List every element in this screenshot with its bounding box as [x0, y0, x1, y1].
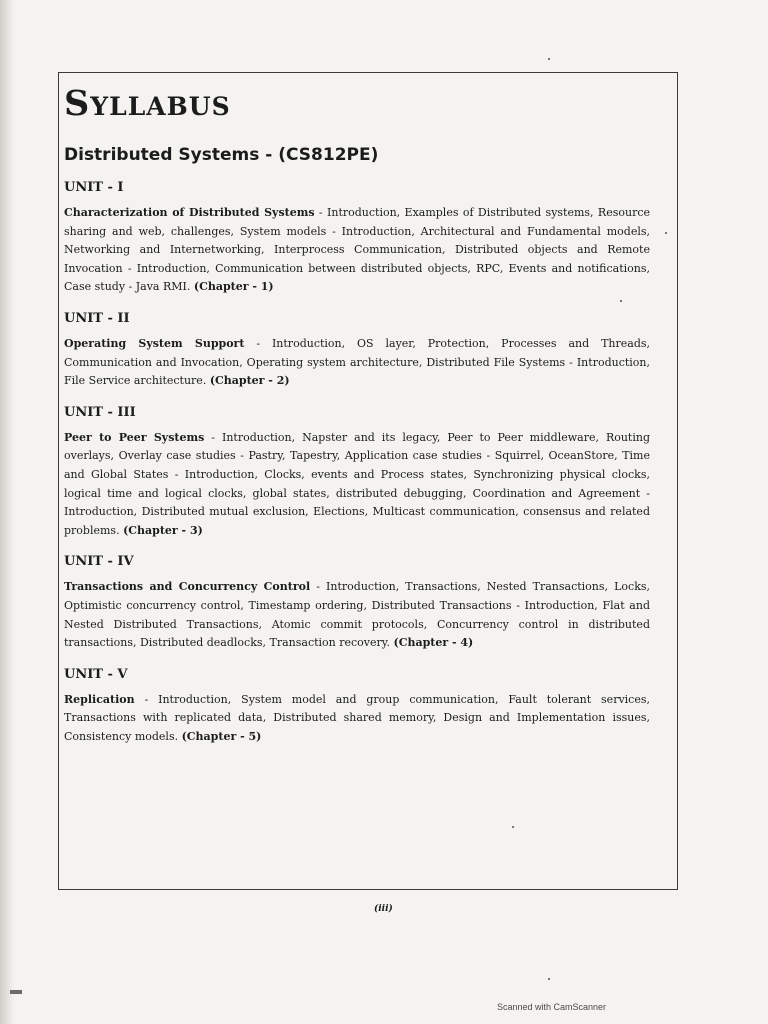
scan-edge-shadow: [0, 0, 14, 1024]
chapter-reference: (Chapter - 5): [181, 729, 262, 743]
course-title: Distributed Systems - (CS812PE): [64, 145, 379, 165]
scan-speck: [548, 978, 550, 980]
unit-topic: Peer to Peer Systems: [64, 430, 205, 444]
page-title: Syllabus: [64, 83, 231, 124]
unit-topics-text: - Introduction, Examples of Distributed systems, Resource sharing and web, challenges, System models - Introduction, Architectural and Fundamental models, Networking and Internetworking, Interprocess Communication, Distributed objects and Remote Invocation - Introduction, Communication between distributed objects, RPC, Events and notifications, Case study - Java RMI.: [64, 206, 650, 294]
unit-topics-text: - Introduction, OS layer, Protection, Processes and Threads, Communication and Invocation, Operating system architecture, Distributed File Systems - Introduction, File Service architecture.: [64, 336, 650, 388]
unit-topic: Operating System Support: [64, 336, 245, 350]
unit-description: [64, 204, 650, 297]
unit-description: [64, 335, 650, 391]
scan-mark: [10, 990, 22, 994]
unit-topic: Characterization of Distributed Systems: [64, 206, 315, 219]
unit-heading: UNIT - IV: [64, 554, 134, 570]
unit-section-4: [64, 554, 650, 652]
unit-topics-text: - Introduction, Napster and its legacy, Peer to Peer middleware, Routing overlays, Overlay case studies - Pastry, Tapestry, Application case studies - Squirrel, OceanStore, Time and Global States - Introduction, Clocks, events and Process states, Synchronizing physical clocks, logical time and logical clocks, global states, distributed debugging, Coordination and Agreement - Introduction, Distributed mutual exclusion, Elections, Multicast communication, consensus and related problems.: [64, 430, 650, 537]
unit-topic: Transactions and Concurrency Control: [64, 580, 311, 594]
chapter-reference: (Chapter - 1): [193, 280, 274, 294]
unit-topics-text: - Introduction, System model and group communication, Fault tolerant services, Transactions with replicated data, Distributed shared memory, Design and Implementation issues, Consistency models.: [64, 692, 650, 743]
page-number: (iii): [374, 904, 393, 914]
chapter-reference: (Chapter - 2): [209, 374, 290, 388]
unit-topics-text: - Introduction, Transactions, Nested Transactions, Locks, Optimistic concurrency control, Timestamp ordering, Distributed Transactions - Introduction, Flat and Nested Distributed Transactions, Atomic commit protocols, Concurrency control in distributed transactions, Distributed deadlocks, Transaction recovery.: [64, 580, 651, 650]
unit-section-1: [64, 180, 650, 297]
chapter-reference: (Chapter - 3): [123, 523, 203, 537]
unit-heading: UNIT - V: [64, 666, 128, 682]
unit-topic: Replication: [64, 692, 135, 706]
unit-description: [64, 429, 650, 541]
syllabus-content: [64, 84, 650, 760]
unit-description: [64, 578, 650, 652]
chapter-reference: (Chapter - 4): [393, 636, 474, 650]
unit-section-2: [64, 311, 650, 391]
unit-heading: UNIT - III: [64, 404, 136, 420]
unit-description: [64, 691, 650, 747]
unit-section-3: [64, 405, 650, 541]
scan-speck: [548, 58, 550, 60]
unit-heading: UNIT - II: [64, 310, 130, 326]
unit-section-5: [64, 667, 650, 747]
scanner-watermark: Scanned with CamScanner: [497, 1002, 607, 1012]
unit-heading: UNIT - I: [64, 180, 124, 195]
